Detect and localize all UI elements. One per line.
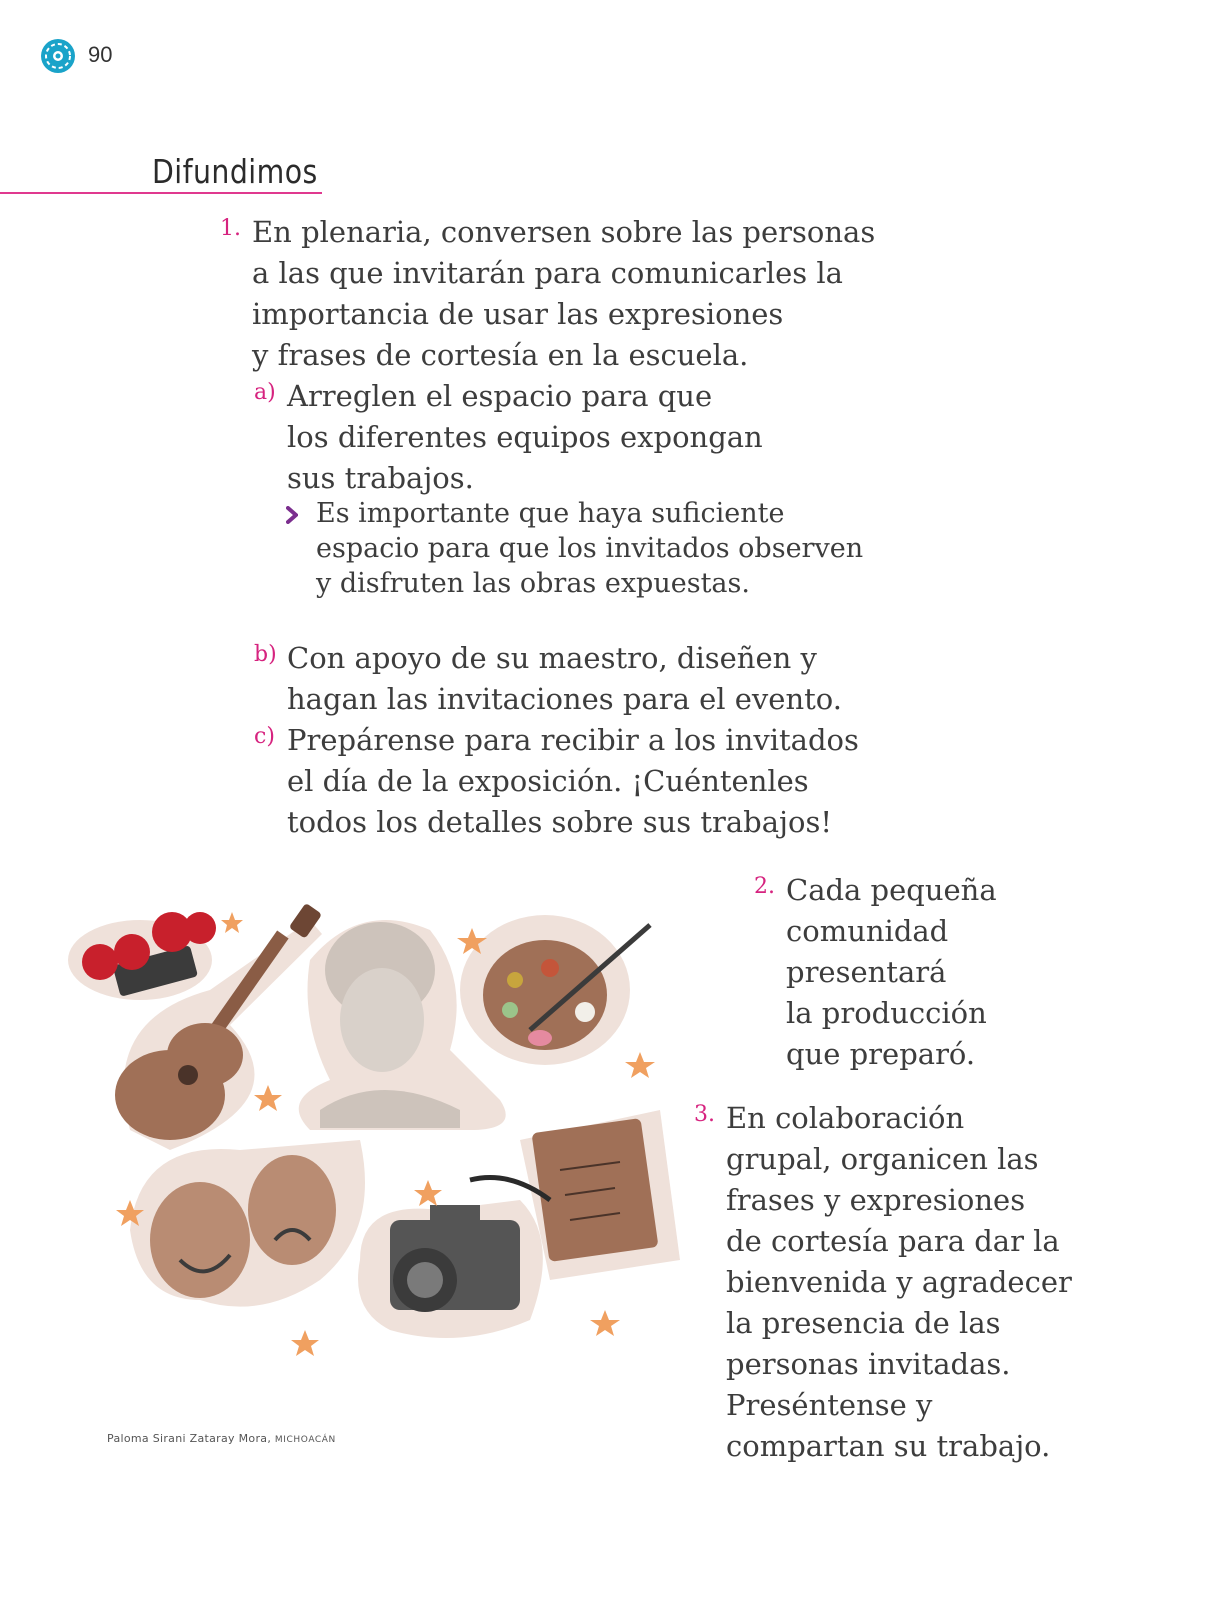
text-line: bienvenida y agradecer <box>726 1265 1072 1299</box>
text-line: Arreglen el espacio para que <box>287 379 713 413</box>
text-line: frases y expresiones <box>726 1183 1026 1217</box>
text-line: todos los detalles sobre sus trabajos! <box>287 805 833 839</box>
section-title: Difundimos <box>152 152 318 191</box>
illustration-caption <box>107 1432 336 1445</box>
text-line: En plenaria, conversen sobre las personas <box>252 215 876 249</box>
text-line: En colaboración <box>726 1101 965 1135</box>
sub-item-text <box>287 638 887 720</box>
page-number: 90 <box>88 42 113 67</box>
sub-item-text <box>287 376 847 499</box>
text-line: Cada pequeña <box>786 873 997 907</box>
text-line: personas invitadas. <box>726 1347 1011 1381</box>
camera-icon <box>358 1200 543 1338</box>
text-line: la producción <box>786 996 987 1030</box>
text-line: sus trabajos. <box>287 461 474 495</box>
paint-palette-icon <box>460 915 650 1065</box>
caption-region: MICHOACÁN <box>274 1435 336 1445</box>
text-line: los diferentes equipos expongan <box>287 420 763 454</box>
theater-masks-icon <box>130 1140 365 1307</box>
list-item-text <box>786 870 1086 1075</box>
star-flower-icon <box>40 38 76 74</box>
text-line: presentará <box>786 955 947 989</box>
text-line: que preparó. <box>786 1037 976 1071</box>
flower-comb-icon <box>68 912 216 1000</box>
caption-author: Paloma Sirani Zataray Mora, <box>107 1432 272 1445</box>
bullet-note-text <box>316 496 896 601</box>
chevron-bullet-icon <box>286 506 298 524</box>
text-line: Con apoyo de su maestro, diseñen y <box>287 641 817 675</box>
text-line: la presencia de las <box>726 1306 1001 1340</box>
text-line: grupal, organicen las <box>726 1142 1039 1176</box>
sub-marker: a) <box>254 380 276 405</box>
text-line: importancia de usar las expresiones <box>252 297 784 331</box>
text-line: y frases de cortesía en la escuela. <box>252 338 749 372</box>
list-marker: 1. <box>220 216 241 241</box>
text-line: el día de la exposición. ¡Cuéntenles <box>287 764 809 798</box>
text-line: Es importante que haya suficiente <box>316 498 785 529</box>
title-underline <box>0 192 322 194</box>
text-line: espacio para que los invitados observen <box>316 533 864 564</box>
sub-marker: c) <box>254 724 275 749</box>
list-item-text <box>252 212 912 376</box>
text-line: a las que invitarán para comunicarles la <box>252 256 843 290</box>
text-line: compartan su trabajo. <box>726 1429 1051 1463</box>
art-illustration <box>60 900 700 1420</box>
sub-marker: b) <box>254 642 277 667</box>
list-marker: 3. <box>694 1102 715 1127</box>
list-item-text <box>726 1098 1196 1467</box>
text-line: y disfruten las obras expuestas. <box>316 568 750 599</box>
text-line: Prepárense para recibir a los invitados <box>287 723 859 757</box>
text-line: de cortesía para dar la <box>726 1224 1060 1258</box>
sub-item-text <box>287 720 907 843</box>
text-line: hagan las invitaciones para el evento. <box>287 682 842 716</box>
list-marker: 2. <box>754 874 775 899</box>
text-line: Preséntense y <box>726 1388 933 1422</box>
text-line: comunidad <box>786 914 949 948</box>
